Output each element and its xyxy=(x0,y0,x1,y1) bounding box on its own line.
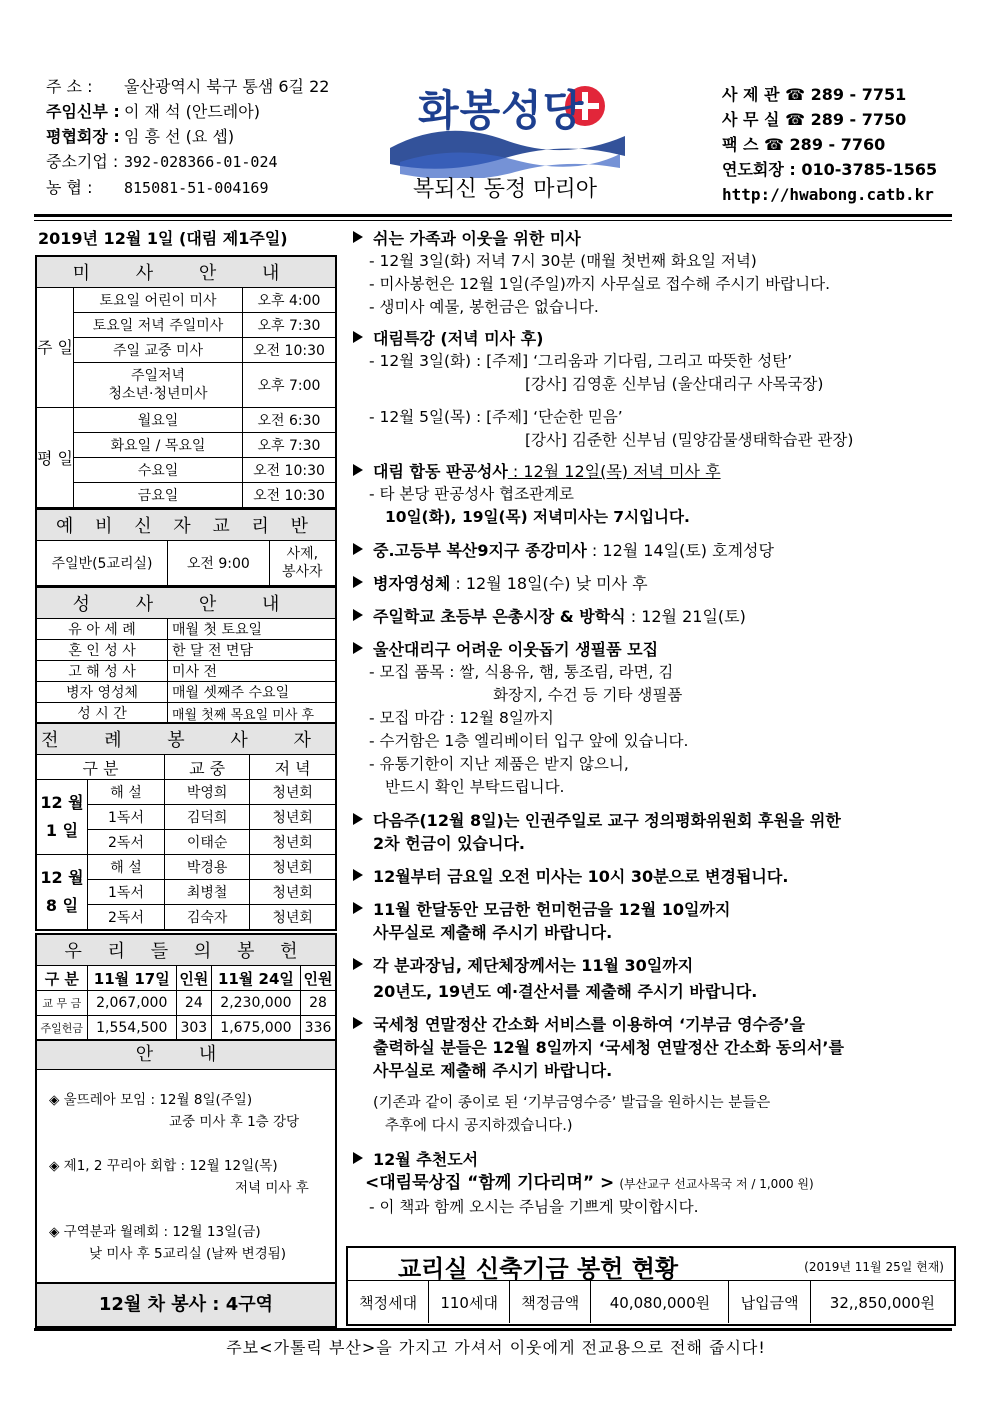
council-label: 평협회장 : xyxy=(46,127,120,146)
server-name: 최병철 xyxy=(165,880,250,905)
offering-category: 주일헌금 xyxy=(36,1016,87,1042)
news-title: 11월 한달동안 모금한 헌미헌금을 12월 10일까지 xyxy=(373,900,731,919)
news-tail: : 12월 18일(수) 낮 미사 후 xyxy=(450,574,648,593)
news-line: - 타 본당 판공성사 협조관계로 xyxy=(369,485,574,503)
bulletin-date: 2019년 12월 1일 (대림 제1주일) xyxy=(38,229,288,248)
news-title: 다음주(12월 8일)는 인권주일로 교구 정의평화위원회 후원을 위한 xyxy=(373,811,841,830)
office-phone: 사 무 실 ☎ 289 - 7750 xyxy=(722,110,907,129)
news-line: - 생미사 예물, 봉헌금은 없습니다. xyxy=(369,298,599,316)
server-role: 해 설 xyxy=(88,855,165,880)
news-line: - 모집 품목 : 쌀, 식용유, 햄, 통조림, 라면, 김 xyxy=(369,663,674,681)
notice-item-detail: 저녁 미사 후 xyxy=(235,1180,309,1196)
server-evening: 청년회 xyxy=(250,805,336,830)
news-item xyxy=(353,227,953,250)
triangle-bullet-icon xyxy=(353,231,363,243)
sunday-label: 주 일 xyxy=(36,288,74,408)
news-item xyxy=(353,539,953,562)
priest-label: 주임신부 : xyxy=(46,102,120,121)
bank2-account: 815081-51-004169 xyxy=(124,179,269,197)
news-item xyxy=(353,1148,953,1171)
rectory-phone: 사 제 관 ☎ 289 - 7751 xyxy=(722,85,907,104)
server-name: 김숙자 xyxy=(165,905,250,931)
server-name: 이태순 xyxy=(165,830,250,855)
offering-title: 우 리 들 의 봉 헌 xyxy=(36,934,336,966)
news-tail: : 12월 12일(목) 저녁 미사 후 xyxy=(507,462,721,481)
news-item xyxy=(353,865,953,888)
address: 울산광역시 북구 통샘 6길 22 xyxy=(124,77,330,96)
header-divider xyxy=(34,214,952,217)
header-divider-thin xyxy=(34,220,952,221)
mass-time: 오후 4:00 xyxy=(243,288,337,313)
news-item xyxy=(353,809,953,832)
offering-count: 24 xyxy=(176,991,211,1016)
mass-time: 오전 10:30 xyxy=(243,338,337,363)
triangle-bullet-icon xyxy=(353,902,363,914)
book-note: (부산교구 선교사목국 저 / 1,000 원) xyxy=(619,1177,814,1191)
fund-value: 32,,850,000원 xyxy=(829,1293,935,1312)
catechumen-title: 예 비 신 자 교 리 반 xyxy=(36,509,336,541)
duty-district: 12월 차 봉사 : 4구역 xyxy=(37,1282,335,1326)
mass-name: 주일저녁 청소년·청년미사 xyxy=(74,363,243,408)
book-title: <대림묵상집 “함께 기다리며” > xyxy=(365,1173,615,1193)
servers-header: 저 녁 xyxy=(250,755,336,780)
mass-name: 화요일 / 목요일 xyxy=(74,433,243,458)
building-fund-date: (2019년 11월 25일 현재) xyxy=(804,1260,944,1274)
news-line: - 모집 마감 : 12월 8일까지 xyxy=(369,709,554,727)
triangle-bullet-icon xyxy=(353,813,363,825)
offering-amount: 1,554,500 xyxy=(87,1016,176,1042)
server-role: 2독서 xyxy=(88,905,165,931)
news-title: 대림 합동 판공성사 xyxy=(373,462,508,481)
building-fund-table xyxy=(348,1281,954,1323)
servers-date: 12 월 1 일 xyxy=(36,780,88,855)
sacrament-name: 병자 영성체 xyxy=(36,682,168,703)
contact-info xyxy=(722,82,937,207)
news-line: - 미사봉헌은 12월 1일(주일)까지 사무실로 접수해 주시기 바랍니다. xyxy=(369,275,831,293)
offering-amount: 2,067,000 xyxy=(87,991,176,1016)
news-line: - 이 책과 함께 오시는 주님을 기쁘게 맞이합시다. xyxy=(369,1198,699,1216)
notice-item: ◈ 구역분과 월례회 : 12월 13일(금) xyxy=(49,1224,261,1240)
weekday-label: 평 일 xyxy=(36,408,74,509)
sacrament-name: 혼 인 성 사 xyxy=(36,640,168,661)
mass-time: 오전 6:30 xyxy=(243,408,337,433)
news-title-cont: 사무실로 제출해 주시기 바랍니다. xyxy=(373,923,613,942)
website-link[interactable]: http://hwabong.catb.kr xyxy=(722,185,934,204)
mass-schedule-table xyxy=(35,255,337,509)
servers-date: 12 월 8 일 xyxy=(36,855,88,931)
news-item xyxy=(353,460,953,483)
sacrament-info: 한 달 전 면담 xyxy=(168,640,337,661)
bank2-label: 농 협 : xyxy=(46,178,93,197)
news-line: - 유통기한이 지난 제품은 받지 않으니, xyxy=(369,755,629,773)
server-evening: 청년회 xyxy=(250,780,336,805)
mass-name: 토요일 저녁 주일미사 xyxy=(74,313,243,338)
sacrament-info: 매월 첫째 목요일 미사 후 xyxy=(168,703,337,725)
news-line: - 12월 3일(화) : [주제] ‘그리움과 기다림, 그리고 따뜻한 성탄’ xyxy=(369,352,793,370)
news-title-cont: 20년도, 19년도 예·결산서를 제출해 주시기 바랍니다. xyxy=(373,982,758,1001)
sacrament-info: 미사 전 xyxy=(168,661,337,682)
building-fund-title: 교리실 신축기금 봉헌 현황 xyxy=(398,1254,679,1283)
server-evening: 청년회 xyxy=(250,855,336,880)
triangle-bullet-icon xyxy=(353,642,363,654)
triangle-bullet-icon xyxy=(353,543,363,555)
offering-category: 교 무 금 xyxy=(36,991,87,1016)
news-item xyxy=(353,638,953,661)
fund-label: 책정금액 xyxy=(510,1281,591,1323)
church-info xyxy=(46,74,329,201)
offering-count: 336 xyxy=(301,1016,336,1042)
news-title-cont: 출력하실 분들은 12월 8일까지 ‘국세청 연말정산 간소화 동의서’를 xyxy=(373,1038,844,1057)
notice-title: 안 내 xyxy=(37,1041,335,1070)
bank1-account: 392-028366-01-024 xyxy=(124,153,278,171)
priest-name: 이 재 석 (안드레아) xyxy=(124,102,260,121)
news-title: 쉬는 가족과 이웃을 위한 미사 xyxy=(373,229,581,248)
news-title: 주일학교 초등부 은총시장 & 방학식 xyxy=(373,607,626,626)
notice-item-detail: 교중 미사 후 1층 강당 xyxy=(169,1114,300,1130)
news-line: 화장지, 수건 등 기타 생필품 xyxy=(493,686,683,704)
news-tail: : 12월 14일(토) 호계성당 xyxy=(586,541,774,560)
book-line xyxy=(353,1171,953,1196)
council-head: 임 흥 선 (요 셉) xyxy=(124,127,235,146)
offering-count: 303 xyxy=(176,1016,211,1042)
news-item xyxy=(353,954,953,977)
offering-header: 인원 xyxy=(176,966,211,991)
news-line: 10일(화), 19일(목) 저녁미사는 7시입니다. xyxy=(385,508,690,526)
mass-time: 오전 10:30 xyxy=(243,458,337,483)
news-line: - 12월 3일(화) 저녁 7시 30분 (매월 첫번째 화요일 저녁) xyxy=(369,252,757,270)
news-line: (기존과 같이 종이로 된 ‘기부금영수증’ 발급을 원하시는 분들은 xyxy=(373,1095,771,1111)
building-fund-header xyxy=(348,1248,954,1281)
triangle-bullet-icon xyxy=(353,331,363,343)
notice-box xyxy=(35,1039,337,1328)
news-title: 울산대리구 어려운 이웃돕기 생필품 모집 xyxy=(373,640,659,659)
triangle-bullet-icon xyxy=(353,869,363,881)
server-name: 박영희 xyxy=(165,780,250,805)
sacraments-table xyxy=(35,586,337,725)
mass-time: 오후 7:30 xyxy=(243,313,337,338)
news-title-cont: 2차 헌금이 있습니다. xyxy=(373,834,525,853)
server-role: 해 설 xyxy=(88,780,165,805)
sacraments-title: 성 사 안 내 xyxy=(36,587,336,619)
server-evening: 청년회 xyxy=(250,905,336,931)
prayer-chief-phone: 연도회장 : 010-3785-1565 xyxy=(722,160,938,179)
footer-message: 주보<가톨릭 부산>을 가지고 가셔서 이웃에게 전교용으로 전해 줍시다! xyxy=(226,1338,766,1357)
triangle-bullet-icon xyxy=(353,609,363,621)
news-item xyxy=(353,327,953,350)
news-title: 각 분과장님, 제단체장께서는 11월 30일까지 xyxy=(373,956,694,975)
server-role: 1독서 xyxy=(88,805,165,830)
server-role: 2독서 xyxy=(88,830,165,855)
sacrament-info: 매월 셋째주 수요일 xyxy=(168,682,337,703)
catechumen-teacher: 사제, 봉사자 xyxy=(269,541,336,587)
servers-title: 전 례 봉 사 자 xyxy=(36,723,336,755)
news-line: 반드시 확인 부탁드립니다. xyxy=(385,778,565,796)
mass-name: 수요일 xyxy=(74,458,243,483)
news-line: - 수거함은 1층 엘리베이터 입구 앞에 있습니다. xyxy=(369,732,689,750)
news-title: 12월부터 금요일 오전 미사는 10시 30분으로 변경됩니다. xyxy=(373,867,789,886)
building-fund-box xyxy=(346,1246,956,1326)
server-name: 박경용 xyxy=(165,855,250,880)
triangle-bullet-icon xyxy=(353,576,363,588)
news-list xyxy=(353,227,953,1219)
servers-header: 구 분 xyxy=(36,755,165,780)
server-name: 김덕희 xyxy=(165,805,250,830)
catechumen-class: 주일반(5교리실) xyxy=(36,541,168,587)
catechumen-time: 오전 9:00 xyxy=(168,541,270,587)
news-line: [강사] 김준한 신부님 (밀양감물생태학습관 관장) xyxy=(525,431,854,449)
mass-time: 오후 7:00 xyxy=(243,363,337,408)
fund-label: 납입금액 xyxy=(729,1281,810,1323)
fund-value: 40,080,000원 xyxy=(591,1281,729,1323)
triangle-bullet-icon xyxy=(353,958,363,970)
offering-header: 11월 24일 xyxy=(211,966,300,991)
offering-header: 11월 17일 xyxy=(87,966,176,991)
news-title: 중.고등부 복산9지구 종강미사 xyxy=(373,541,587,560)
sacrament-name: 성 시 간 xyxy=(36,703,168,725)
news-line: 추후에 다시 공지하겠습니다.) xyxy=(385,1118,573,1134)
news-item xyxy=(353,572,953,595)
mass-name: 토요일 어린이 미사 xyxy=(74,288,243,313)
catechumen-table xyxy=(35,508,337,587)
news-title: 대림특강 (저녁 미사 후) xyxy=(373,329,544,348)
mass-title: 미 사 안 내 xyxy=(36,256,336,288)
mass-name: 월요일 xyxy=(74,408,243,433)
notice-list xyxy=(49,1089,309,1265)
offering-amount: 1,675,000 xyxy=(211,1016,300,1042)
mass-name: 금요일 xyxy=(74,483,243,509)
server-evening: 청년회 xyxy=(250,830,336,855)
fax-number: 팩 스 ☎ 289 - 7760 xyxy=(722,135,886,154)
sacrament-name: 고 해 성 사 xyxy=(36,661,168,682)
news-item xyxy=(353,898,953,921)
news-title: 병자영성체 xyxy=(373,574,451,593)
offering-amount: 2,230,000 xyxy=(211,991,300,1016)
fund-value: 110세대 xyxy=(429,1281,510,1323)
news-item xyxy=(353,605,953,628)
offering-count: 28 xyxy=(301,991,336,1016)
notice-item: ◈ 울뜨레아 모임 : 12월 8일(주일) xyxy=(49,1092,253,1108)
sacrament-info: 매월 첫 토요일 xyxy=(168,619,337,640)
sacrament-name: 유 아 세 례 xyxy=(36,619,168,640)
footer-divider xyxy=(34,1328,952,1331)
patron-saint: 복되신 동정 마리아 xyxy=(413,177,598,202)
church-name: 화봉성당 xyxy=(418,86,585,135)
news-title: 12월 추천도서 xyxy=(373,1150,479,1169)
servers-table xyxy=(35,722,337,931)
server-role: 1독서 xyxy=(88,880,165,905)
news-line: - 12월 5일(목) : [주제] ‘단순한 믿음’ xyxy=(369,408,623,426)
notice-item-detail: 낮 미사 후 5교리실 (날짜 변경됨) xyxy=(89,1246,287,1262)
news-line: [강사] 김영훈 신부님 (울산대리구 사목국장) xyxy=(525,375,824,393)
triangle-bullet-icon xyxy=(353,464,363,476)
news-title-cont: 사무실로 제출해 주시기 바랍니다. xyxy=(373,1061,613,1080)
news-tail: : 12월 21일(토) xyxy=(625,607,746,626)
news-title: 국세청 연말정산 간소화 서비스를 이용하여 ‘기부금 영수증’을 xyxy=(373,1015,805,1034)
servers-header: 교 중 xyxy=(165,755,250,780)
bank1-label: 중소기업 : xyxy=(46,152,119,171)
fund-label: 책정세대 xyxy=(348,1281,429,1323)
address-label: 주 소 : xyxy=(46,77,93,96)
offering-header: 구 분 xyxy=(36,966,87,991)
triangle-bullet-icon xyxy=(353,1152,363,1164)
server-evening: 청년회 xyxy=(250,880,336,905)
news-item xyxy=(353,1013,953,1036)
mass-time: 오후 7:30 xyxy=(243,433,337,458)
triangle-bullet-icon xyxy=(353,1017,363,1029)
mass-name: 주일 교중 미사 xyxy=(74,338,243,363)
offering-table xyxy=(35,933,337,1042)
mass-time: 오전 10:30 xyxy=(243,483,337,509)
notice-item: ◈ 제1, 2 꾸리아 회합 : 12월 12일(목) xyxy=(49,1158,278,1174)
offering-header: 인원 xyxy=(301,966,336,991)
